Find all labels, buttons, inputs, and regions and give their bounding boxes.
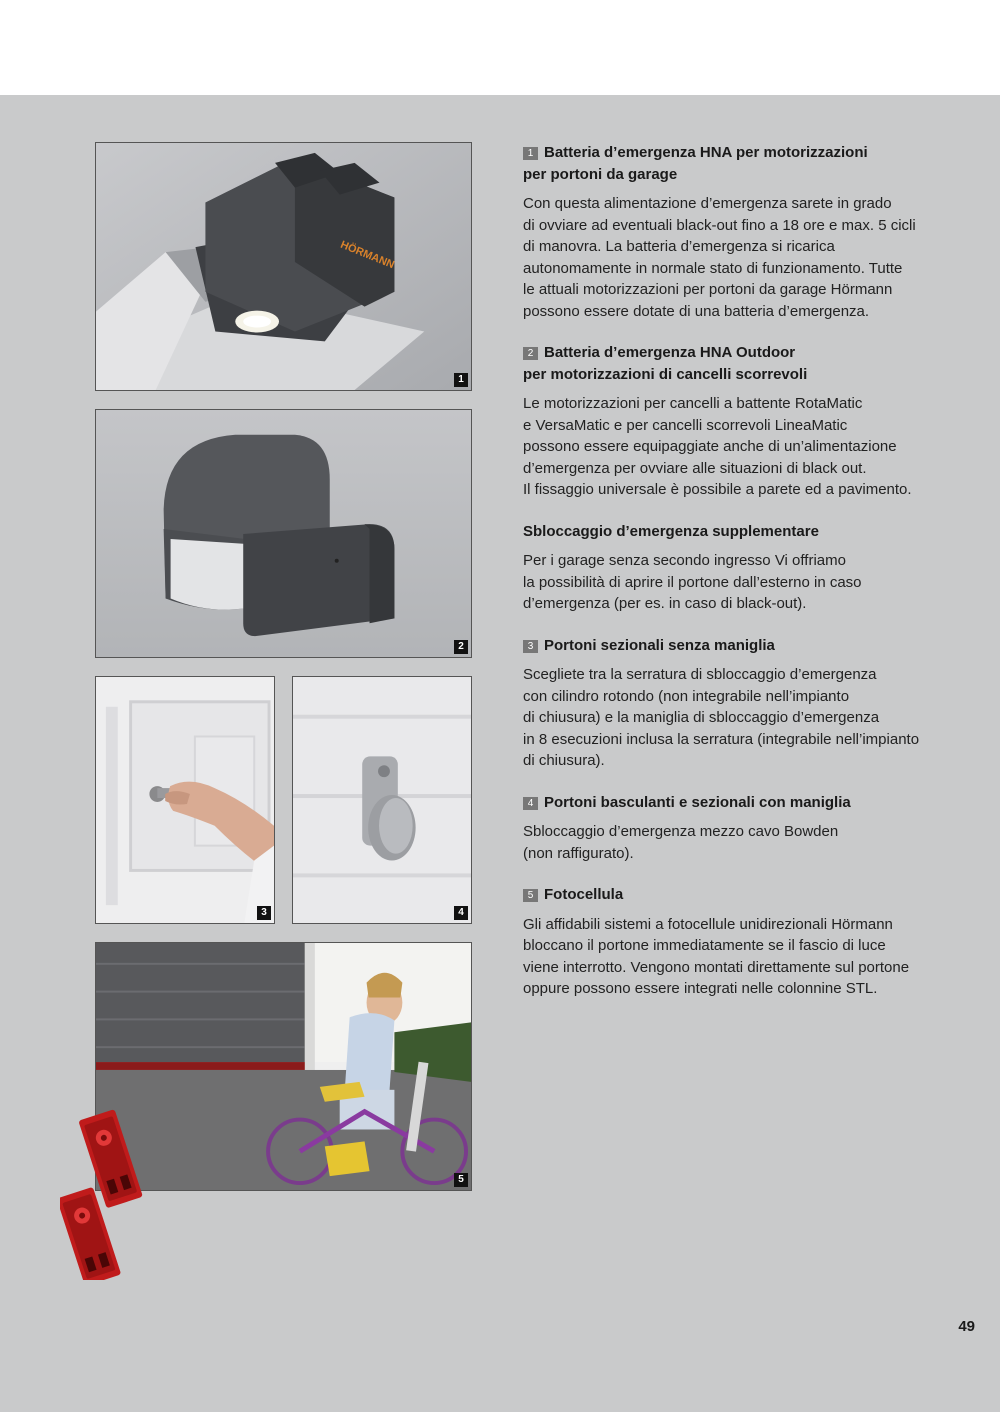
body-line: possono essere dotate di una batteria d’emergenza. [523, 302, 870, 320]
section-body [523, 550, 963, 615]
section-heading [523, 142, 963, 185]
heading-line: Batteria d’emergenza HNA per motorizzazioni [544, 144, 868, 161]
figure-5-number: 5 [454, 1173, 468, 1187]
page-number: 49 [958, 1318, 975, 1335]
section-emergency-battery-outdoor [523, 342, 963, 501]
body-line: Il fissaggio universale è possibile a parete ed a pavimento. [523, 481, 912, 498]
body-line: Scegliete tra la serratura di sbloccaggio d’emergenza [523, 666, 877, 683]
body-line: in 8 esecuzioni inclusa la serratura (integrabile nell’impianto [523, 730, 920, 748]
section-body [523, 393, 963, 501]
heading-line: Sbloccaggio d’emergenza supplementare [523, 522, 819, 540]
figure-1-number: 1 [454, 373, 468, 387]
section-up-and-over-doors [523, 792, 963, 865]
heading-line: Fotocellula [544, 886, 624, 903]
figure-3-lock-photo [95, 676, 275, 924]
body-line: Gli affidabili sistemi a fotocellule unidirezionali Hörmann [523, 915, 893, 933]
section-heading [523, 342, 963, 385]
heading-line: Portoni basculanti e sezionali con maniglia [544, 793, 851, 811]
figure-2-number: 2 [454, 640, 468, 654]
body-line: la possibilità di aprire il portone dall’esterno in caso [523, 573, 862, 591]
body-line: d’emergenza per ovviare alle situazioni di black out. [523, 459, 867, 477]
body-line: di ovviare ad eventuali black-out fino a 18 ore e max. 5 cicli [523, 216, 916, 234]
section-body [523, 914, 963, 1000]
body-line: (non raffigurato). [523, 844, 634, 862]
section-sectional-doors-no-handle [523, 635, 963, 772]
body-line: d’emergenza (per es. in caso di black-out). [523, 595, 807, 612]
figure-4-number: 4 [454, 906, 468, 920]
section-heading [523, 635, 963, 657]
body-line: Per i garage senza secondo ingresso Vi offriamo [523, 552, 846, 569]
body-line: di chiusura) e la maniglia di sbloccaggio d’emergenza [523, 709, 880, 726]
body-line: con cilindro rotondo (non integrabile nell’impianto [523, 687, 850, 705]
section-emergency-release [523, 521, 963, 615]
section-heading [523, 884, 963, 906]
section-heading [523, 521, 963, 543]
section-photocell [523, 884, 963, 1000]
section-heading [523, 792, 963, 814]
section-number-badge: 1 [523, 147, 538, 160]
body-line: di manovra. La batteria d’emergenza si ricarica [523, 238, 835, 255]
heading-line: Batteria d’emergenza HNA Outdoor [544, 344, 796, 361]
body-line: Con questa alimentazione d’emergenza sarete in grado [523, 195, 892, 212]
text-column [523, 142, 963, 1020]
body-line: autonomamente in normale stato di funzionamento. Tutte [523, 259, 903, 277]
section-body [523, 193, 963, 322]
section-body [523, 664, 963, 772]
hormann-logo: HÖRMANN [338, 238, 396, 272]
heading-line: per motorizzazioni di cancelli scorrevoli [523, 365, 808, 383]
body-line: bloccano il portone immediatamente se il fascio di luce [523, 937, 886, 954]
photocell-devices-image [60, 1105, 170, 1280]
body-line: e VersaMatic e per cancelli scorrevoli LineaMatic [523, 416, 848, 434]
figure-3-number: 3 [257, 906, 271, 920]
body-line: oppure possono essere integrati nelle colonnine STL. [523, 980, 878, 997]
section-number-badge: 2 [523, 347, 538, 360]
section-number-badge: 5 [523, 889, 538, 902]
section-body [523, 821, 963, 864]
section-number-badge: 4 [523, 797, 538, 810]
body-line: di chiusura). [523, 752, 605, 769]
section-emergency-battery-garage [523, 142, 963, 322]
figure-2-gate-operator-photo [95, 409, 472, 658]
figure-1-operator-photo [95, 142, 472, 391]
body-line: le attuali motorizzazioni per portoni da garage Hörmann [523, 281, 893, 298]
figure-4-handle-photo [292, 676, 472, 924]
heading-line: Portoni sezionali senza maniglia [544, 636, 775, 654]
body-line: Sbloccaggio d’emergenza mezzo cavo Bowden [523, 823, 839, 840]
section-number-badge: 3 [523, 640, 538, 653]
heading-line: per portoni da garage [523, 165, 678, 183]
body-line: possono essere equipaggiate anche di un’alimentazione [523, 438, 897, 455]
body-line: viene interrotto. Vengono montati direttamente sul portone [523, 958, 910, 976]
body-line: Le motorizzazioni per cancelli a battente RotaMatic [523, 395, 863, 412]
